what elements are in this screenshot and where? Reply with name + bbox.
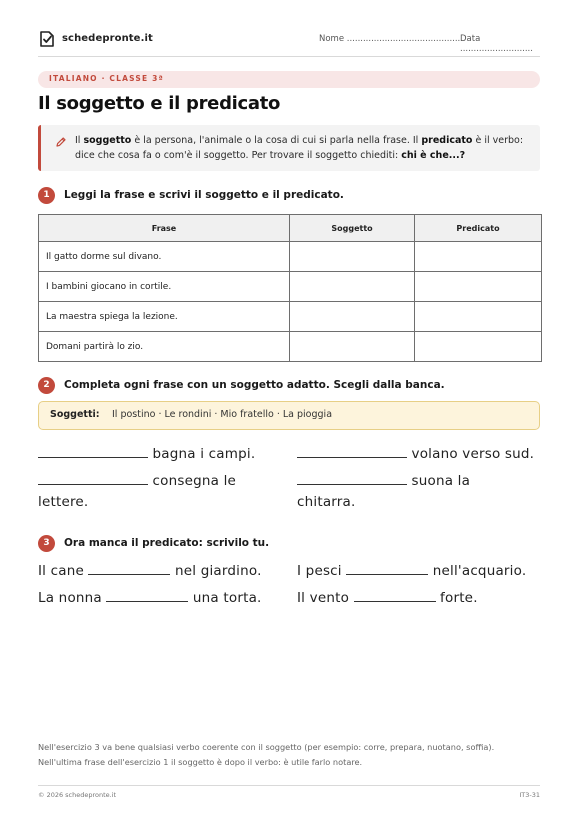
sentence-text: nell'acquario. [432,563,527,579]
sentence-cell: Domani partirà lo zio. [39,332,290,362]
footer-copyright: © 2026 schedepronte.it [38,791,117,799]
page-title: Il soggetto e il predicato [38,93,281,114]
soggetto-answer-cell[interactable] [290,302,415,332]
callout-text [75,133,535,163]
predicato-answer-cell[interactable] [415,272,542,302]
table-row [39,272,542,302]
sentence-text: I pesci [297,563,342,579]
column-header-predicato: Predicato [415,215,542,242]
exercise-instruction: Ora manca il predicato: scrivilo tu. [64,537,270,549]
sentence-text: consegna le [152,473,237,489]
answer-blank[interactable] [88,563,170,575]
predicato-answer-cell[interactable] [415,242,542,272]
sentence-text: Il cane [38,563,84,579]
header [38,30,540,52]
word-bank [38,401,540,430]
exercise-instruction: Completa ogni frase con un soggetto adatto. Scegli dalla banca. [64,379,445,391]
word-bank-items: Il postino · Le rondini · Mio fratello · La pioggia [112,409,333,420]
answer-blank[interactable] [346,563,428,575]
answer-blank[interactable] [354,590,436,602]
exercise-2-sentence [38,471,278,513]
date-field: Data ........................... [460,34,533,54]
callout-text-part: è la persona, l'animale o la cosa di cui si parla nella frase. Il [131,135,422,146]
sentence-text: una torta. [192,590,262,606]
table-row [39,332,542,362]
exercise-3-sentence [297,588,542,609]
footer-divider [38,785,540,786]
sentence-cell: Il gatto dorme sul divano. [39,242,290,272]
exercise-number: 3 [38,535,55,552]
sentence-text: nel giardino. [174,563,262,579]
exercise-2-sentence [38,444,278,465]
exercise-2-sentence [297,471,542,513]
exercise-2-sentence [297,444,542,465]
teacher-note-line: Nell'esercizio 3 va bene qualsiasi verbo coerente con il soggetto (per esempio: corre, prepara, nuotano, soffia). [38,742,495,752]
pencil-icon [55,136,67,148]
sentence-text: chitarra. [297,494,356,510]
exercise-1-table [38,214,542,362]
sentence-text: La nonna [38,590,102,606]
column-header-soggetto: Soggetto [290,215,415,242]
predicato-answer-cell[interactable] [415,302,542,332]
checkbox-document-icon [38,30,56,48]
soggetto-answer-cell[interactable] [290,272,415,302]
soggetto-answer-cell[interactable] [290,332,415,362]
table-header-row [39,215,542,242]
answer-blank[interactable] [106,590,188,602]
callout-text-part: Il [75,135,84,146]
answer-blank[interactable] [38,473,148,485]
exercise-3-sentence [38,561,283,582]
exercise-2-heading [38,377,540,395]
sentence-cell: La maestra spiega la lezione. [39,302,290,332]
definition-callout [38,125,540,171]
exercise-3-sentence [38,588,283,609]
sentence-text: bagna i campi. [152,446,256,462]
word-bank-label: Soggetti: [50,409,100,420]
exercise-3-heading [38,535,540,553]
teacher-note [38,740,540,770]
question-hint: chi è che...? [401,150,466,161]
answer-blank[interactable] [297,473,407,485]
exercise-number: 2 [38,377,55,394]
sentence-text: suona la [411,473,471,489]
answer-blank[interactable] [38,446,148,458]
exercise-instruction: Leggi la frase e scrivi il soggetto e il predicato. [64,189,344,201]
table-row [39,302,542,332]
exercise-3-sentence [297,561,542,582]
term-predicato: predicato [421,135,473,146]
name-field: Nome .......................................... [319,34,461,44]
subject-bar [38,71,540,88]
sentence-text: Il vento [297,590,350,606]
teacher-note-line: Nell'ultima frase dell'esercizio 1 il soggetto è dopo il verbo: è utile farlo notare. [38,757,363,767]
header-divider [38,56,540,57]
soggetto-answer-cell[interactable] [290,242,415,272]
sentence-cell: I bambini giocano in cortile. [39,272,290,302]
table-row [39,242,542,272]
footer-code: IT3-31 [519,791,540,799]
sentence-text: lettere. [38,494,89,510]
column-header-frase: Frase [39,215,290,242]
subject-label: ITALIANO · CLASSE 3ª [49,74,164,83]
exercise-1-heading [38,187,540,205]
term-soggetto: soggetto [83,135,132,146]
site-logo-text: schedepronte.it [62,33,153,44]
exercise-number: 1 [38,187,55,204]
predicato-answer-cell[interactable] [415,332,542,362]
callout-text-part: è il verbo: dice che cosa fa o com'è il soggetto. Per trovare il soggetto chiediti: [75,135,524,161]
answer-blank[interactable] [297,446,407,458]
sentence-text: forte. [440,590,478,606]
sentence-text: volano verso sud. [411,446,535,462]
